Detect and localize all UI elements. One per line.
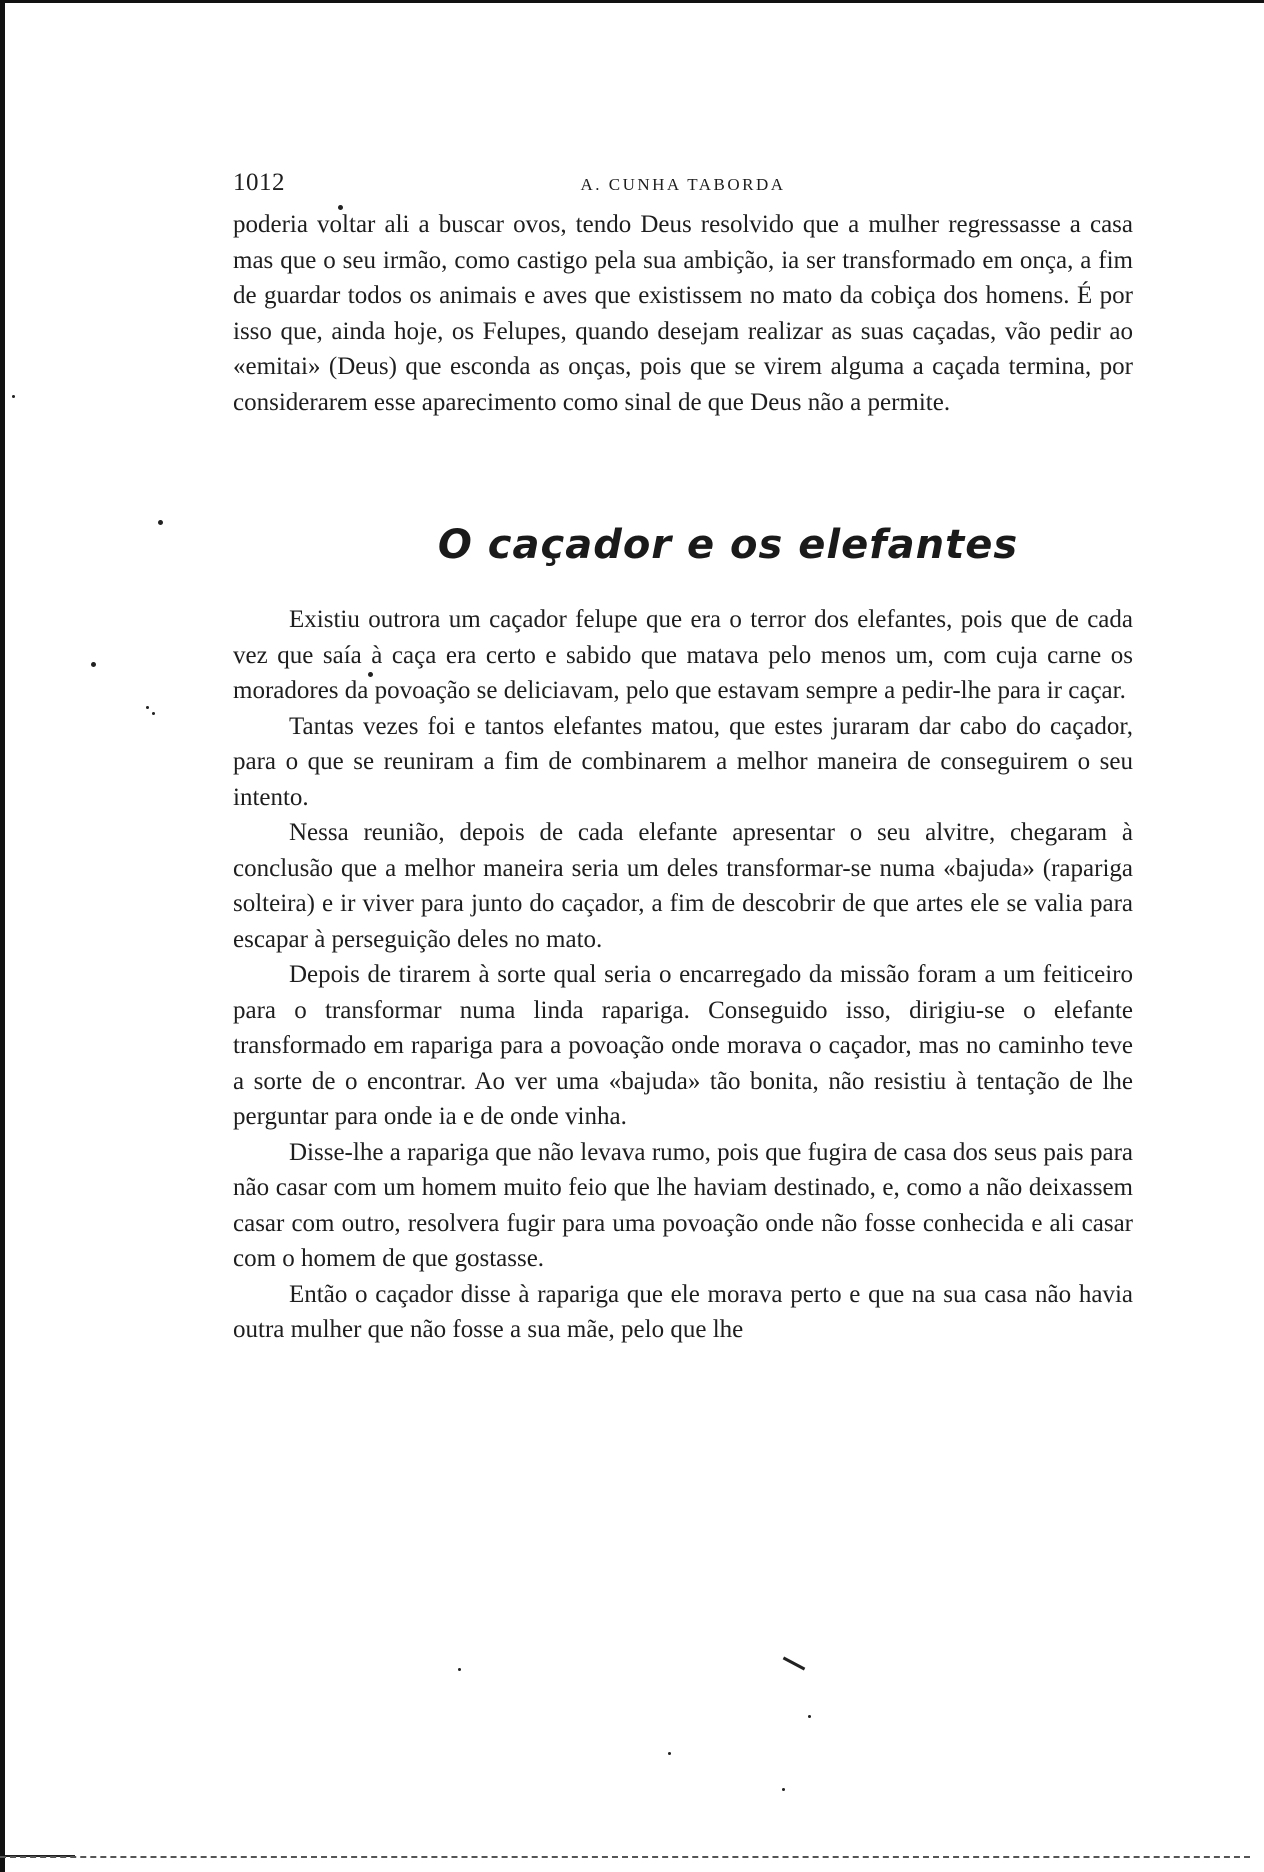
- scan-speck: [12, 395, 15, 398]
- scan-speck: [782, 1788, 785, 1791]
- scan-speck: [808, 1715, 811, 1718]
- scan-speck: [158, 520, 163, 525]
- paragraph: Depois de tirarem à sorte qual seria o encarregado da missão foram a um feiticeiro para o transformar numa linda rapariga. Conseguido isso, dirigiu-se o elefante transformado em rapariga para a povoação onde morava o caçador, mas no caminho teve a sorte de o encontrar. Ao ver uma «bajuda» tão bonita, não resistiu à tentação de lhe perguntar para onde ia e de onde vinha.: [233, 961, 1133, 1130]
- running-header: [233, 165, 1133, 205]
- paragraph: Nessa reunião, depois de cada elefante apresentar o seu alvitre, chegaram à conclusão que a melhor maneira seria um deles transformar-se numa «bajuda» (rapariga solteira) e ir viver para junto do caçador, a fim de descobrir de que artes ele se valia para escapar à perseguição deles no mato.: [233, 819, 1133, 953]
- running-title: A. CUNHA TABORDA: [580, 175, 786, 194]
- page-number: 1012: [233, 169, 285, 196]
- intro-text: [233, 207, 1133, 420]
- paragraph: Existiu outrora um caçador felupe que era o terror dos elefantes, pois que de cada vez que saía à caça era certo e sabido que matava pelo menos um, com cuja carne os moradores da povoação se deliciavam, pelo que estavam sempre a pedir-lhe para ir caçar.: [233, 606, 1133, 704]
- story-title: O caçador e os elefantes: [437, 522, 1019, 568]
- paragraph: Disse-lhe a rapariga que não levava rumo, pois que fugira de casa dos seus pais para não casar com um homem muito feio que lhe haviam destinado, e, como a não deixassem casar com outro, resolvera fugir para uma povoação onde não fosse conhecida e ali casar com o homem de que gostasse.: [233, 1138, 1133, 1272]
- scan-bottom-dashes: [0, 1856, 1250, 1858]
- book-page: [233, 165, 1133, 1348]
- scan-speck: [152, 712, 155, 715]
- scan-mark: [783, 1657, 806, 1671]
- paragraph: poderia voltar ali a buscar ovos, tendo Deus resolvido que a mulher regressasse a casa mas que o seu irmão, como castigo pela sua ambição, ia ser transformado em onça, a fim de guardar todos os animais e aves que existissem no mato da cobiça dos homens. É por isso que, ainda hoje, os Felupes, quando desejam realizar as suas caçadas, vão pedir ao «emitai» (Deus) que esconda as onças, pois que se virem alguma a caçada termina, por considerarem esse aparecimento como sinal de que Deus não a permite.: [233, 211, 1133, 416]
- scan-speck: [91, 662, 96, 667]
- scan-speck: [146, 706, 149, 709]
- paragraph: Tantas vezes foi e tantos elefantes matou, que estes juraram dar cabo do caçador, para o que se reuniram a fim de combinarem a melhor maneira de conseguirem o seu intento.: [233, 712, 1133, 811]
- scan-speck: [668, 1752, 671, 1755]
- paragraph: Então o caçador disse à rapariga que ele morava perto e que na sua casa não havia outra mulher que não fosse a sua mãe, pelo que lhe: [233, 1280, 1133, 1343]
- scan-speck: [458, 1668, 461, 1671]
- scan-top-edge: [0, 0, 1264, 3]
- story-body: [233, 602, 1133, 1348]
- scan-left-edge: [0, 0, 5, 1872]
